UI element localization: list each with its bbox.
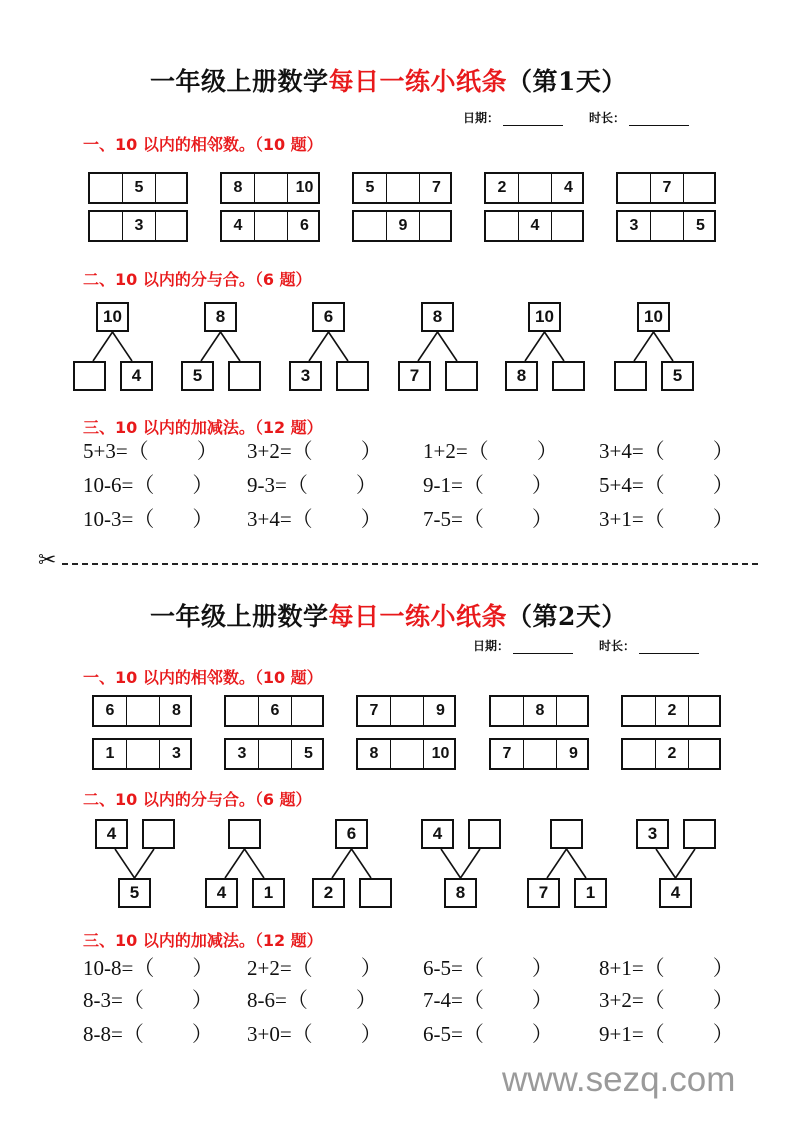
date-label: 日期： — [473, 639, 510, 653]
number-box: 7 — [527, 878, 560, 908]
sheet-1-section1-heading: 一、10 以内的相邻数。（10 题） — [83, 135, 323, 154]
close-paren: ） — [360, 956, 382, 980]
number-box: 8 — [505, 361, 538, 391]
duration-label: 时长： — [599, 639, 636, 653]
given-number-cell: 10 — [295, 179, 314, 196]
close-paren: ） — [355, 988, 377, 1012]
given-number-cell: 6 — [300, 217, 309, 234]
sheet-2-section1-heading: 一、10 以内的相邻数。（10 题） — [83, 668, 323, 687]
equation-expression: 3+4=（ — [247, 507, 313, 531]
equation-expression: 8+1=（ — [599, 956, 665, 980]
title-red: 每日一练小纸条 — [328, 602, 508, 631]
watermark: www.sezq.com — [502, 1060, 736, 1099]
given-number-cell: 7 — [358, 697, 391, 725]
equation-expression: 1+2=（ — [423, 439, 489, 463]
answer-blank[interactable] — [144, 988, 192, 1013]
number-box: 10 — [96, 302, 129, 332]
number-box: 2 — [312, 878, 345, 908]
title-day: （第2天） — [507, 602, 627, 631]
given-number-cell: 2 — [656, 697, 689, 725]
close-paren: ） — [531, 988, 553, 1012]
number-box: 8 — [421, 302, 454, 332]
answer-blank[interactable] — [313, 956, 361, 981]
answer-box[interactable] — [683, 819, 716, 849]
equation-item — [247, 984, 377, 1014]
close-paren: ） — [531, 1022, 553, 1046]
number-box: 4 — [659, 878, 692, 908]
given-number-cell: 3 — [123, 212, 156, 240]
given-number-cell: 6 — [259, 697, 292, 725]
equation-item — [247, 1018, 382, 1048]
answer-blank[interactable] — [484, 988, 532, 1013]
answer-blank[interactable] — [665, 988, 713, 1013]
equation-expression: 9-1=（ — [423, 473, 484, 497]
given-number-cell: 9 — [436, 702, 445, 719]
close-paren: ） — [191, 1022, 213, 1046]
given-number-cell: 5 — [123, 174, 156, 202]
answer-blank[interactable] — [308, 988, 356, 1013]
given-number-cell: 8 — [172, 702, 181, 719]
given-number-cell: 3 — [618, 212, 651, 240]
equation-item — [83, 1018, 213, 1048]
duration-label: 时长： — [589, 111, 626, 125]
title-red: 每日一练小纸条 — [328, 67, 508, 96]
equation-expression: 9+1=（ — [599, 1022, 665, 1046]
number-box: 4 — [120, 361, 153, 391]
equation-expression: 3+1=（ — [599, 507, 665, 531]
close-paren: ） — [360, 1022, 382, 1046]
given-number-cell: 9 — [569, 745, 578, 762]
equation-expression: 5+3=（ — [83, 439, 149, 463]
equation-expression: 3+2=（ — [247, 439, 313, 463]
number-box: 8 — [204, 302, 237, 332]
equation-item — [599, 1018, 734, 1048]
answer-blank[interactable] — [154, 956, 192, 981]
number-box: 3 — [636, 819, 669, 849]
given-number-cell: 7 — [491, 740, 524, 768]
given-number-cell: 4 — [519, 212, 552, 240]
number-box: 7 — [398, 361, 431, 391]
close-paren: ） — [360, 507, 382, 531]
equation-expression: 2+2=（ — [247, 956, 313, 980]
given-number-cell: 9 — [387, 212, 420, 240]
given-number-cell: 4 — [564, 179, 573, 196]
equation-expression: 5+4=（ — [599, 473, 665, 497]
sheet-1-section3-heading: 三、10 以内的加减法。（12 题） — [83, 418, 323, 437]
date-label: 日期： — [463, 111, 500, 125]
close-paren: ） — [192, 473, 214, 497]
given-number-cell: 1 — [94, 740, 127, 768]
answer-blank[interactable] — [665, 956, 713, 981]
number-box: 3 — [289, 361, 322, 391]
answer-blank[interactable] — [484, 1022, 532, 1047]
number-box: 4 — [205, 878, 238, 908]
equation-expression: 10-3=（ — [83, 507, 155, 531]
equation-expression: 8-3=（ — [83, 988, 144, 1012]
equation-expression: 6-5=（ — [423, 1022, 484, 1046]
title-black: 一年级上册数学 — [150, 67, 329, 96]
answer-box[interactable] — [550, 819, 583, 849]
close-paren: ） — [192, 956, 214, 980]
equation-expression: 7-5=（ — [423, 507, 484, 531]
number-box: 1 — [252, 878, 285, 908]
equation-item — [423, 1018, 553, 1048]
number-box: 5 — [118, 878, 151, 908]
given-number-cell: 2 — [486, 174, 519, 202]
equation-item — [83, 984, 213, 1014]
close-paren: ） — [531, 956, 553, 980]
answer-blank[interactable] — [313, 1022, 361, 1047]
number-box: 1 — [574, 878, 607, 908]
given-number-cell: 7 — [651, 174, 684, 202]
given-number-cell: 8 — [358, 740, 391, 768]
given-number-cell: 5 — [304, 745, 313, 762]
close-paren: ） — [192, 507, 214, 531]
given-number-cell: 5 — [354, 174, 387, 202]
close-paren: ） — [712, 507, 734, 531]
close-paren: ） — [360, 439, 382, 463]
equation-item — [599, 984, 734, 1014]
equation-expression: 10-6=（ — [83, 473, 155, 497]
answer-blank[interactable] — [144, 1022, 192, 1047]
answer-box[interactable] — [142, 819, 175, 849]
scissors-icon: ✂ — [38, 548, 57, 573]
given-number-cell: 8 — [222, 174, 255, 202]
equation-item — [247, 952, 382, 982]
answer-box[interactable] — [228, 819, 261, 849]
given-number-cell: 5 — [696, 217, 705, 234]
equation-expression: 8-6=（ — [247, 988, 308, 1012]
close-paren: ） — [712, 988, 734, 1012]
equation-expression: 3+4=（ — [599, 439, 665, 463]
title-black: 一年级上册数学 — [150, 602, 329, 631]
close-paren: ） — [531, 507, 553, 531]
equation-expression: 10-8=（ — [83, 956, 155, 980]
equation-expression: 8-8=（ — [83, 1022, 144, 1046]
number-box: 6 — [312, 302, 345, 332]
number-box: 10 — [637, 302, 670, 332]
title-day: （第1天） — [507, 67, 627, 96]
close-paren: ） — [712, 956, 734, 980]
answer-box[interactable] — [468, 819, 501, 849]
close-paren: ） — [712, 1022, 734, 1046]
number-box: 4 — [95, 819, 128, 849]
equation-expression: 9-3=（ — [247, 473, 308, 497]
number-box: 5 — [661, 361, 694, 391]
given-number-cell: 3 — [172, 745, 181, 762]
close-paren: ） — [531, 473, 553, 497]
sheet-2-section3-heading: 三、10 以内的加减法。（12 题） — [83, 931, 323, 950]
close-paren: ） — [712, 473, 734, 497]
equation-expression: 7-4=（ — [423, 988, 484, 1012]
answer-blank[interactable] — [484, 956, 532, 981]
sheet-1-section2-heading: 二、10 以内的分与合。（6 题） — [83, 270, 312, 289]
given-number-cell: 2 — [656, 740, 689, 768]
number-box: 5 — [181, 361, 214, 391]
number-box: 10 — [528, 302, 561, 332]
sheet-2-section2-heading: 二、10 以内的分与合。（6 题） — [83, 790, 312, 809]
given-number-cell: 6 — [94, 697, 127, 725]
close-paren: ） — [191, 988, 213, 1012]
given-number-cell: 8 — [524, 697, 557, 725]
close-paren: ） — [536, 439, 558, 463]
given-number-cell: 10 — [431, 745, 450, 762]
close-paren: ） — [196, 439, 218, 463]
equation-item — [599, 952, 734, 982]
answer-blank[interactable] — [665, 1022, 713, 1047]
equation-expression: 3+0=（ — [247, 1022, 313, 1046]
given-number-cell: 4 — [222, 212, 255, 240]
equation-expression: 3+2=（ — [599, 988, 665, 1012]
number-box: 8 — [444, 878, 477, 908]
number-box: 4 — [421, 819, 454, 849]
close-paren: ） — [712, 439, 734, 463]
close-paren: ） — [355, 473, 377, 497]
answer-box[interactable] — [359, 878, 392, 908]
equation-item — [83, 952, 213, 982]
given-number-cell: 3 — [226, 740, 259, 768]
number-box: 6 — [335, 819, 368, 849]
given-number-cell: 7 — [432, 179, 441, 196]
equation-item — [423, 984, 553, 1014]
equation-item — [423, 952, 553, 982]
equation-expression: 6-5=（ — [423, 956, 484, 980]
